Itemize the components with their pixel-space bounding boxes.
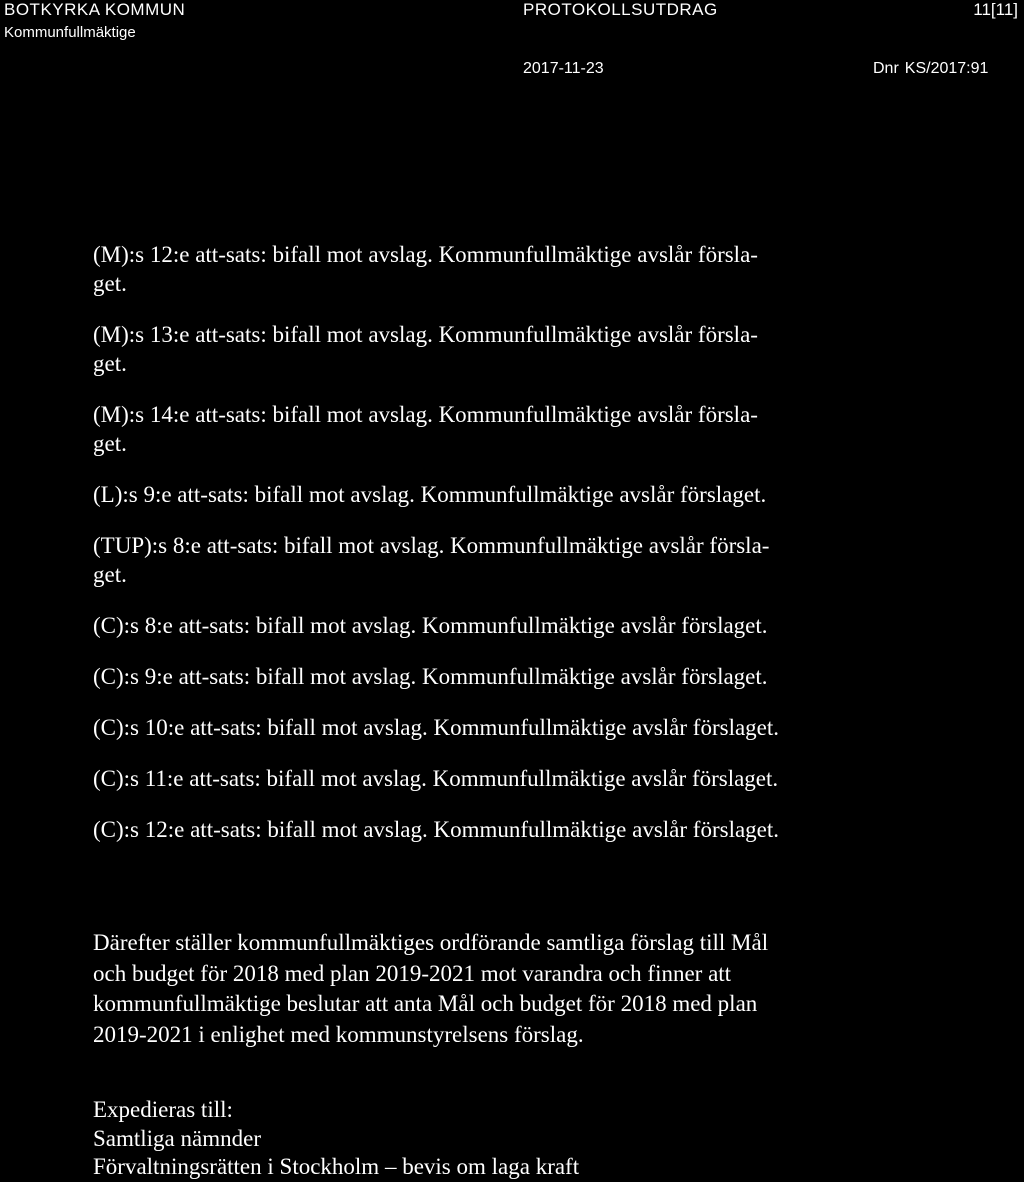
conclusion-line: 2019-2021 i enlighet med kommunstyrelsens förslag. (93, 1021, 584, 1047)
vote-line: (L):s 9:e att-sats: bifall mot avslag. Kommunfullmäktige avslår förslaget. (93, 482, 767, 507)
vote-item (93, 713, 893, 742)
vote-line-continued: get. (93, 351, 127, 376)
conclusion-line: kommunfullmäktige beslutar att anta Mål och budget för 2018 med plan (93, 991, 758, 1016)
diary-number (873, 60, 988, 78)
document-type: PROTOKOLLSUTDRAG (523, 0, 718, 19)
dispatch-section (93, 1096, 579, 1182)
vote-item (93, 611, 893, 640)
dispatch-recipient: Förvaltningsrätten i Stockholm – bevis om laga kraft (93, 1154, 580, 1179)
vote-results-list (93, 240, 893, 866)
vote-item (93, 480, 893, 509)
vote-item (93, 400, 893, 458)
vote-line: (C):s 8:e att-sats: bifall mot avslag. Kommunfullmäktige avslår förslaget. (93, 613, 768, 638)
dispatch-heading: Expedieras till: (93, 1097, 233, 1122)
vote-line: (C):s 10:e att-sats: bifall mot avslag. Kommunfullmäktige avslår förslaget. (93, 715, 780, 740)
vote-line: (TUP):s 8:e att-sats: bifall mot avslag. Kommunfullmäktige avslår försla- (93, 533, 770, 558)
vote-item (93, 320, 893, 378)
page-number: 11[11] (973, 0, 1018, 19)
vote-item (93, 240, 893, 298)
conclusion-line: Därefter ställer kommunfullmäktiges ordförande samtliga förslag till Mål (93, 930, 769, 955)
vote-item (93, 764, 893, 793)
meeting-date: 2017-11-23 (523, 60, 604, 77)
vote-line-continued: get. (93, 431, 127, 456)
vote-line: (C):s 11:e att-sats: bifall mot avslag. Kommunfullmäktige avslår förslaget. (93, 766, 779, 791)
vote-line: (C):s 9:e att-sats: bifall mot avslag. Kommunfullmäktige avslår förslaget. (93, 664, 768, 689)
vote-line-continued: get. (93, 271, 127, 296)
conclusion-line: och budget för 2018 med plan 2019-2021 mot varandra och finner att (93, 960, 732, 986)
conclusion-paragraph (93, 928, 873, 1050)
vote-item (93, 815, 893, 844)
body-name: Kommunfullmäktige (4, 24, 136, 41)
dispatch-recipient: Samtliga nämnder (93, 1125, 261, 1151)
vote-line: (C):s 12:e att-sats: bifall mot avslag. Kommunfullmäktige avslår förslaget. (93, 817, 780, 842)
vote-line: (M):s 12:e att-sats: bifall mot avslag. Kommunfullmäktige avslår försla- (93, 242, 758, 267)
vote-item (93, 531, 893, 589)
dnr-label: Dnr (873, 60, 899, 77)
dnr-value: KS/2017:91 (904, 60, 989, 77)
organization-name: BOTKYRKA KOMMUN (4, 0, 186, 19)
vote-item (93, 662, 893, 691)
vote-line: (M):s 13:e att-sats: bifall mot avslag. Kommunfullmäktige avslår försla- (93, 322, 758, 347)
vote-line-continued: get. (93, 562, 127, 587)
vote-line: (M):s 14:e att-sats: bifall mot avslag. Kommunfullmäktige avslår försla- (93, 402, 758, 427)
